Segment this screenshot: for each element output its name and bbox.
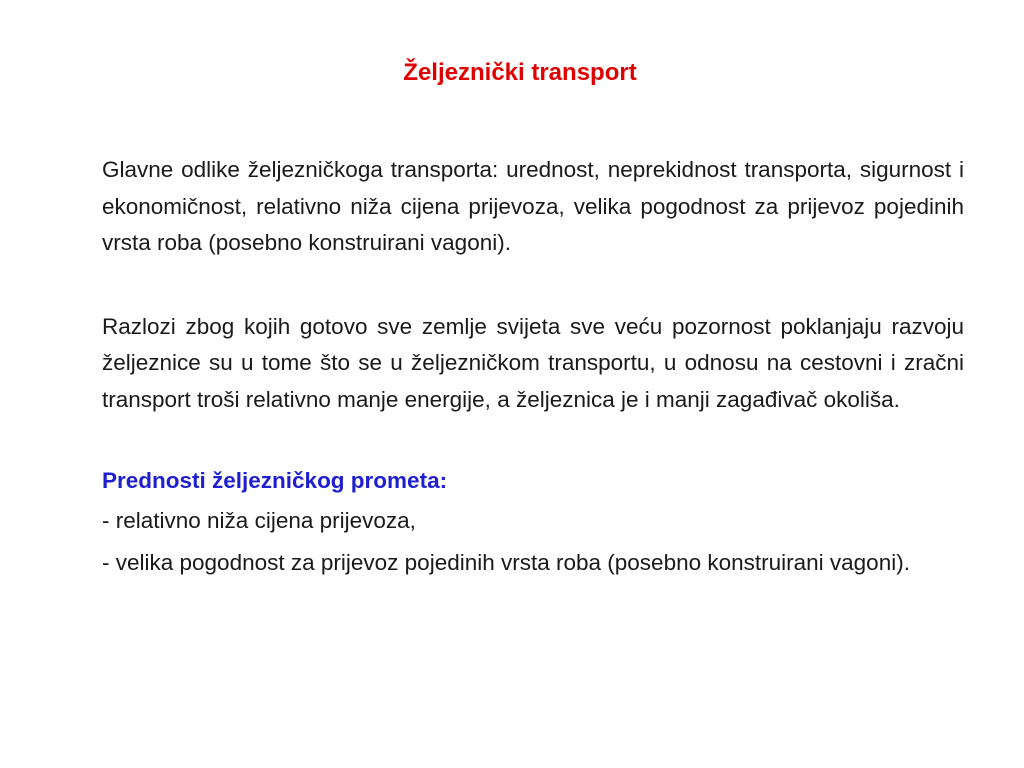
advantage-item-price: - relativno niža cijena prijevoza, [102, 507, 416, 533]
advantages-heading: Prednosti željezničkog prometa: [102, 468, 448, 493]
paragraph-main-features: Glavne odlike željezničkoga transporta: urednost, neprekidnost transporta, sigurnost i ekonomičnost, relativno niža cijena prijevoza, velika pogodnost za prijevoz pojedinih vrsta roba (posebno konstruirani vagoni). [102, 157, 964, 255]
slide-content [102, 152, 964, 588]
paragraph-reasons: Razlozi zbog kojih gotovo sve zemlje svijeta sve veću pozornost poklanjaju razvoju željeznice su u tome što se u željezničkom transportu, u odnosu na cestovni i zračni transport troši relativno manje energije, a željeznica je i manji zagađivač okoliša. [102, 313, 964, 412]
slide-title: Željeznički transport [403, 59, 637, 86]
advantage-item-convenience: - velika pogodnost za prijevoz pojedinih vrsta roba (posebno konstruirani vagoni). [102, 550, 910, 575]
